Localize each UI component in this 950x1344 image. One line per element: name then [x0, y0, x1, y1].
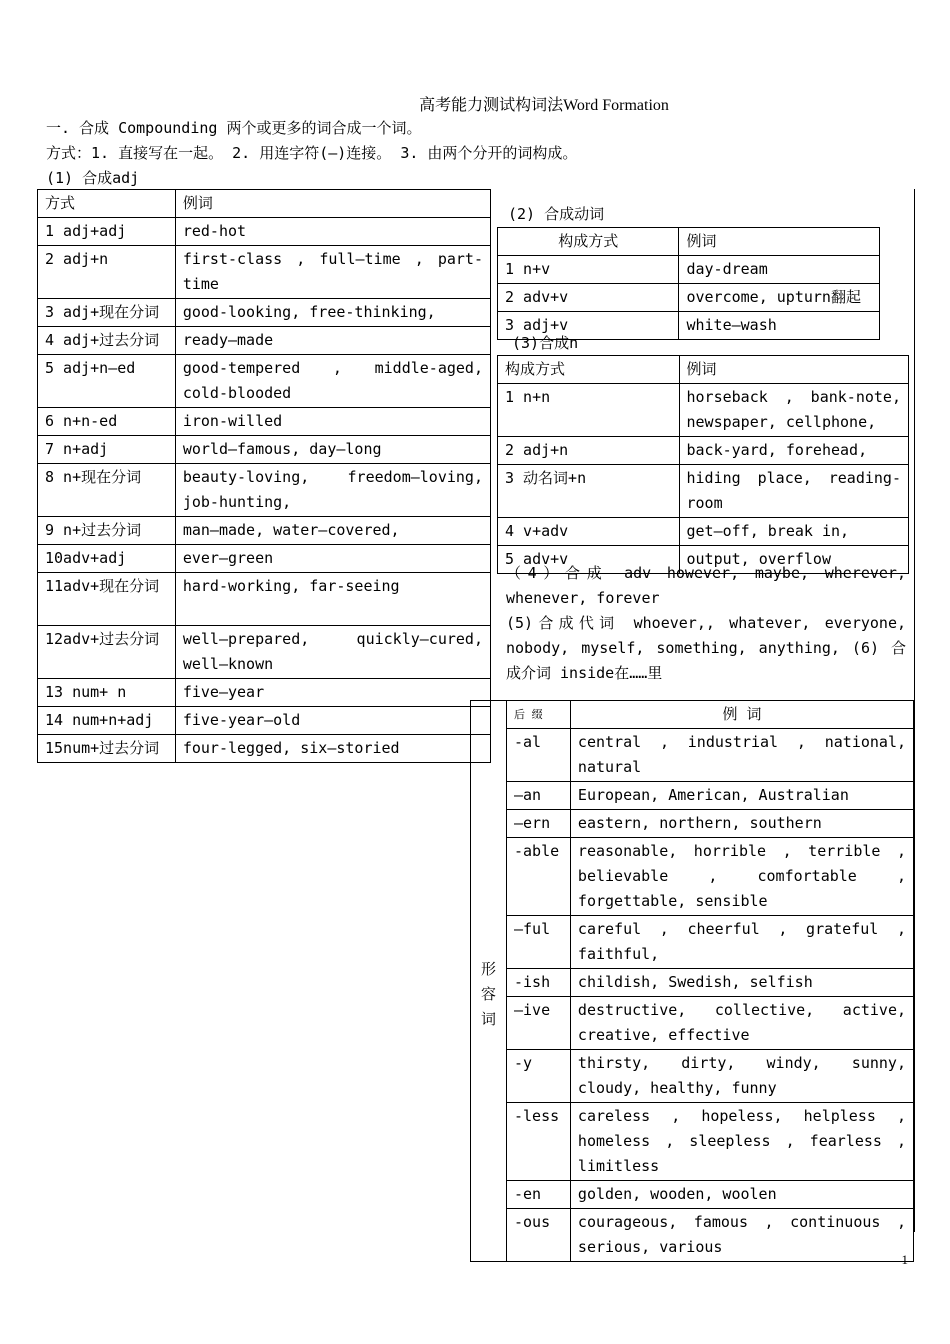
method-cell: 1 adj+adj	[38, 218, 176, 246]
table-row	[38, 517, 491, 545]
examples-cell: careless , hopeless, helpless , homeless , sleepless , fearless , limitless	[570, 1103, 913, 1181]
method-cell: 5 adv+v	[498, 546, 680, 574]
table-row	[498, 465, 909, 518]
examples-cell: destructive, collective, active, creative, effective	[570, 997, 913, 1050]
table-row	[498, 256, 880, 284]
method-cell: 4 adj+过去分词	[38, 327, 176, 355]
table-row	[498, 384, 909, 437]
verb-section-heading: (2) 合成动词	[508, 205, 605, 223]
table-row	[498, 437, 909, 465]
table-row	[38, 464, 491, 517]
method-cell: 2 adj+n	[38, 246, 176, 299]
examples-cell: good-tempered , middle-aged, cold-blooded	[175, 355, 490, 408]
column-header: 构成方式	[498, 228, 679, 256]
table-row	[471, 1181, 914, 1209]
method-cell: 2 adv+v	[498, 284, 679, 312]
method-cell: 12adv+过去分词	[38, 626, 176, 679]
examples-cell: iron-willed	[175, 408, 490, 436]
examples-cell: good-looking, free-thinking,	[175, 299, 490, 327]
examples-cell: childish, Swedish, selfish	[570, 969, 913, 997]
suffix-cell: -ish	[506, 969, 570, 997]
examples-cell: four-legged, six—storied	[175, 735, 490, 763]
category-header-cell	[471, 701, 507, 729]
column-header: 例词	[679, 356, 909, 384]
examples-cell: world—famous, day—long	[175, 436, 490, 464]
table-row	[471, 969, 914, 997]
table-row	[471, 729, 914, 782]
table-row	[38, 408, 491, 436]
examples-cell: reasonable, horrible , terrible , believable , comfortable , forgettable, sensible	[570, 838, 913, 916]
table-row	[38, 436, 491, 464]
category-cell	[471, 729, 507, 1262]
table-header-row	[498, 356, 909, 384]
table-row	[38, 735, 491, 763]
examples-cell: output, overflow	[679, 546, 909, 574]
section-heading: 一. 合成 Compounding 两个或更多的词合成一个词。	[46, 119, 422, 137]
method-cell: 14 num+n+adj	[38, 707, 176, 735]
compound-pronoun-paragraph: (5)合成代词 whoever,, whatever, everyone, nobody, myself, something, anything, (6) 合成介词 inside在……里	[506, 614, 906, 682]
methods-line: 方式：1. 直接写在一起。 2. 用连字符(—)连接。 3. 由两个分开的词构成。	[46, 144, 578, 162]
table-row	[38, 355, 491, 408]
column-header: 方式	[38, 190, 176, 218]
examples-cell: ready—made	[175, 327, 490, 355]
table-row	[471, 782, 914, 810]
category-label: 形容词	[480, 960, 496, 1029]
suffix-cell: —ern	[506, 810, 570, 838]
suffix-cell: —an	[506, 782, 570, 810]
table-header-row	[498, 228, 880, 256]
compound-adj-table	[37, 189, 491, 763]
method-cell: 13 num+ n	[38, 679, 176, 707]
column-header: 后 缀	[506, 701, 570, 729]
suffix-cell: -al	[506, 729, 570, 782]
method-cell: 3 adj+现在分词	[38, 299, 176, 327]
table-row	[471, 997, 914, 1050]
page-border-rule	[914, 189, 915, 1232]
examples-cell: ever—green	[175, 545, 490, 573]
table-row	[38, 218, 491, 246]
page-title: 高考能力测试构词法Word Formation	[419, 97, 669, 114]
suffix-cell: -able	[506, 838, 570, 916]
table-row	[471, 1209, 914, 1262]
examples-cell: red-hot	[175, 218, 490, 246]
table-row	[38, 573, 491, 626]
examples-cell: man—made, water—covered,	[175, 517, 490, 545]
table-row	[38, 545, 491, 573]
method-cell: 7 n+adj	[38, 436, 176, 464]
table-row	[471, 810, 914, 838]
method-cell: 3 动名词+n	[498, 465, 680, 518]
examples-cell: golden, wooden, woolen	[570, 1181, 913, 1209]
suffix-cell: —ful	[506, 916, 570, 969]
method-cell: 1 n+v	[498, 256, 679, 284]
examples-cell: hard-working, far-seeing	[175, 573, 490, 626]
method-cell: 3 adj+v	[498, 312, 679, 340]
examples-cell: thirsty, dirty, windy, sunny, cloudy, healthy, funny	[570, 1050, 913, 1103]
examples-cell: white—wash	[679, 312, 880, 340]
examples-cell: back-yard, forehead,	[679, 437, 909, 465]
examples-cell: well—prepared, quickly—cured, well—known	[175, 626, 490, 679]
column-header: 例 词	[570, 701, 913, 729]
method-cell: 15num+过去分词	[38, 735, 176, 763]
table-row	[471, 1103, 914, 1181]
table-row	[471, 1050, 914, 1103]
column-header: 例词	[175, 190, 490, 218]
table-row	[38, 246, 491, 299]
compound-verb-table	[497, 227, 880, 340]
method-cell: 6 n+n-ed	[38, 408, 176, 436]
subsection-adj-heading: (1) 合成adj	[46, 169, 140, 187]
suffix-cell: -y	[506, 1050, 570, 1103]
page-number: 1	[901, 1252, 908, 1267]
examples-cell: overcome, upturn翻起	[679, 284, 880, 312]
noun-section-heading: (3)合成n	[512, 334, 579, 352]
examples-cell: beauty-loving, freedom—loving, job-hunting,	[175, 464, 490, 517]
examples-cell: hiding place, reading-room	[679, 465, 909, 518]
table-header-row	[471, 701, 914, 729]
table-row	[38, 299, 491, 327]
method-cell: 2 adj+n	[498, 437, 680, 465]
suffix-cell: —ive	[506, 997, 570, 1050]
suffix-cell: -en	[506, 1181, 570, 1209]
examples-cell: eastern, northern, southern	[570, 810, 913, 838]
compound-noun-table	[497, 355, 909, 574]
examples-cell: European, American, Australian	[570, 782, 913, 810]
table-row	[498, 284, 880, 312]
method-cell: 11adv+现在分词	[38, 573, 176, 626]
method-cell: 5 adj+n—ed	[38, 355, 176, 408]
adjective-suffix-table	[470, 700, 914, 1262]
method-cell: 4 v+adv	[498, 518, 680, 546]
suffix-cell: -ous	[506, 1209, 570, 1262]
table-row	[38, 707, 491, 735]
table-row	[38, 626, 491, 679]
examples-cell: courageous, famous , continuous , serious, various	[570, 1209, 913, 1262]
examples-cell: get—off, break in,	[679, 518, 909, 546]
method-cell: 9 n+过去分词	[38, 517, 176, 545]
column-header: 构成方式	[498, 356, 680, 384]
table-row	[471, 916, 914, 969]
examples-cell: day-dream	[679, 256, 880, 284]
examples-cell: horseback , bank-note, newspaper, cellphone,	[679, 384, 909, 437]
table-row	[471, 838, 914, 916]
column-header: 例词	[679, 228, 880, 256]
examples-cell: careful , cheerful , grateful , faithful,	[570, 916, 913, 969]
suffix-cell: -less	[506, 1103, 570, 1181]
examples-cell: central , industrial , national, natural	[570, 729, 913, 782]
method-cell: 1 n+n	[498, 384, 680, 437]
table-row	[38, 679, 491, 707]
table-header-row	[38, 190, 491, 218]
examples-cell: five—year	[175, 679, 490, 707]
compound-adv-paragraph: （4）合成 adv however, maybe, wherever, whenever, forever	[506, 564, 906, 607]
table-row	[498, 518, 909, 546]
method-cell: 10adv+adj	[38, 545, 176, 573]
table-row	[38, 327, 491, 355]
method-cell: 8 n+现在分词	[38, 464, 176, 517]
examples-cell: five-year—old	[175, 707, 490, 735]
examples-cell: first-class , full—time , part-time	[175, 246, 490, 299]
